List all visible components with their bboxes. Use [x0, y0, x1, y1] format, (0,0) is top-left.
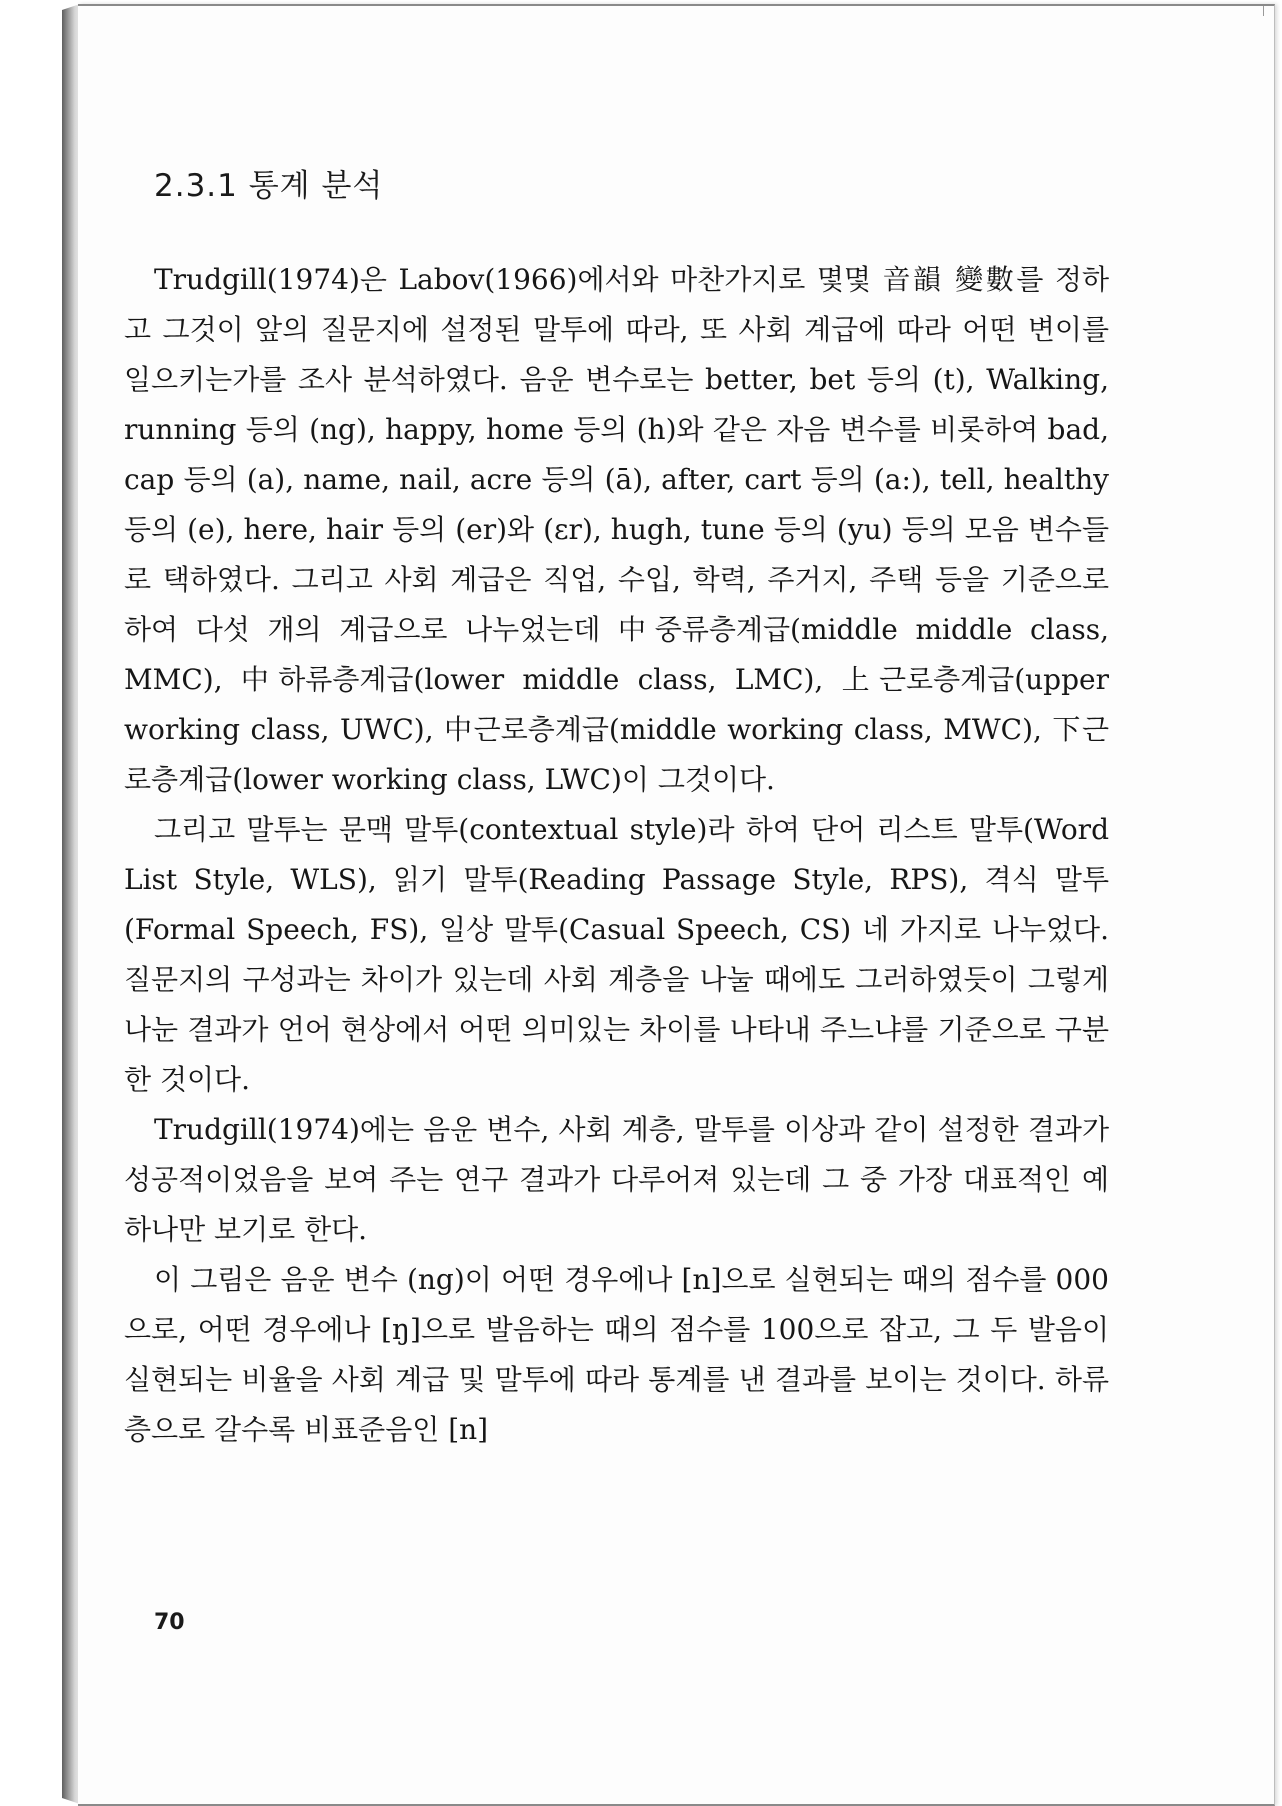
paragraph-1: Trudgill(1974)은 Labov(1966)에서와 마찬가지로 몇몇 音韻 變數를 정하고 그것이 앞의 질문지에 설정된 말투에 따라, 또 사회 계급에 따라 어떤 변이를 일으키는가를 조사 분석하였다. 음운 변수로는 better, bet 등의 (t), Walking, running 등의 (ng), happy, home 등의 (h)와 같은 자음 변수를 비롯하여 bad, cap 등의 (a), name, nail, acre 등의 (ā), after, cart 등의 (a:), tell, healthy 등의 (e), here, hair 등의 (er)와 (ɛr), hugh, tune 등의 (yu) 등의 모음 변수들로 택하였다. 그리고 사회 계급은 직업, 수입, 학력, 주거지, 주택 등을 기준으로 하여 다섯 개의 계급으로 나누었는데 中중류층계급(middle middle class, MMC), 中하류층계급(lower middle class, LMC), 上근로층계급(upper working class, UWC), 中근로층계급(middle working class, MWC), 下근로층계급(lower working class, LWC)이 그것이다. — [124, 263, 1109, 796]
paragraph-2: 그리고 말투는 문맥 말투(contextual style)라 하여 단어 리스트 말투(Word List Style, WLS), 읽기 말투(Reading Passage Style, RPS), 격식 말투(Formal Speech, FS), 일상 말투(Casual Speech, CS) 네 가지로 나누었다. 질문지의 구성과는 차이가 있는데 사회 계층을 나눌 때에도 그러하였듯이 그렇게 나눈 결과가 언어 현상에서 어떤 의미있는 차이를 나타내 주느냐를 기준으로 구분한 것이다. — [124, 813, 1109, 1096]
page-corner — [1263, 6, 1274, 16]
page-number: 70 — [154, 1610, 185, 1635]
paragraph-3: Trudgill(1974)에는 음운 변수, 사회 계층, 말투를 이상과 같이 설정한 결과가 성공적이었음을 보여 주는 연구 결과가 다루어져 있는데 그 중 가장 대표적인 예 하나만 보기로 한다. — [124, 1113, 1109, 1246]
body-text — [124, 255, 1109, 1455]
paragraph-4: 이 그림은 음운 변수 (ng)이 어떤 경우에나 [n]으로 실현되는 때의 점수를 000으로, 어떤 경우에나 [ŋ]으로 발음하는 때의 점수를 100으로 잡고, 그 두 발음이 실현되는 비율을 사회 계급 및 말투에 따라 통계를 낸 결과를 보이는 것이다. 하류층으로 갈수록 비표준음인 [n] — [124, 1263, 1109, 1446]
section-heading: 2.3.1 통계 분석 — [154, 168, 384, 204]
